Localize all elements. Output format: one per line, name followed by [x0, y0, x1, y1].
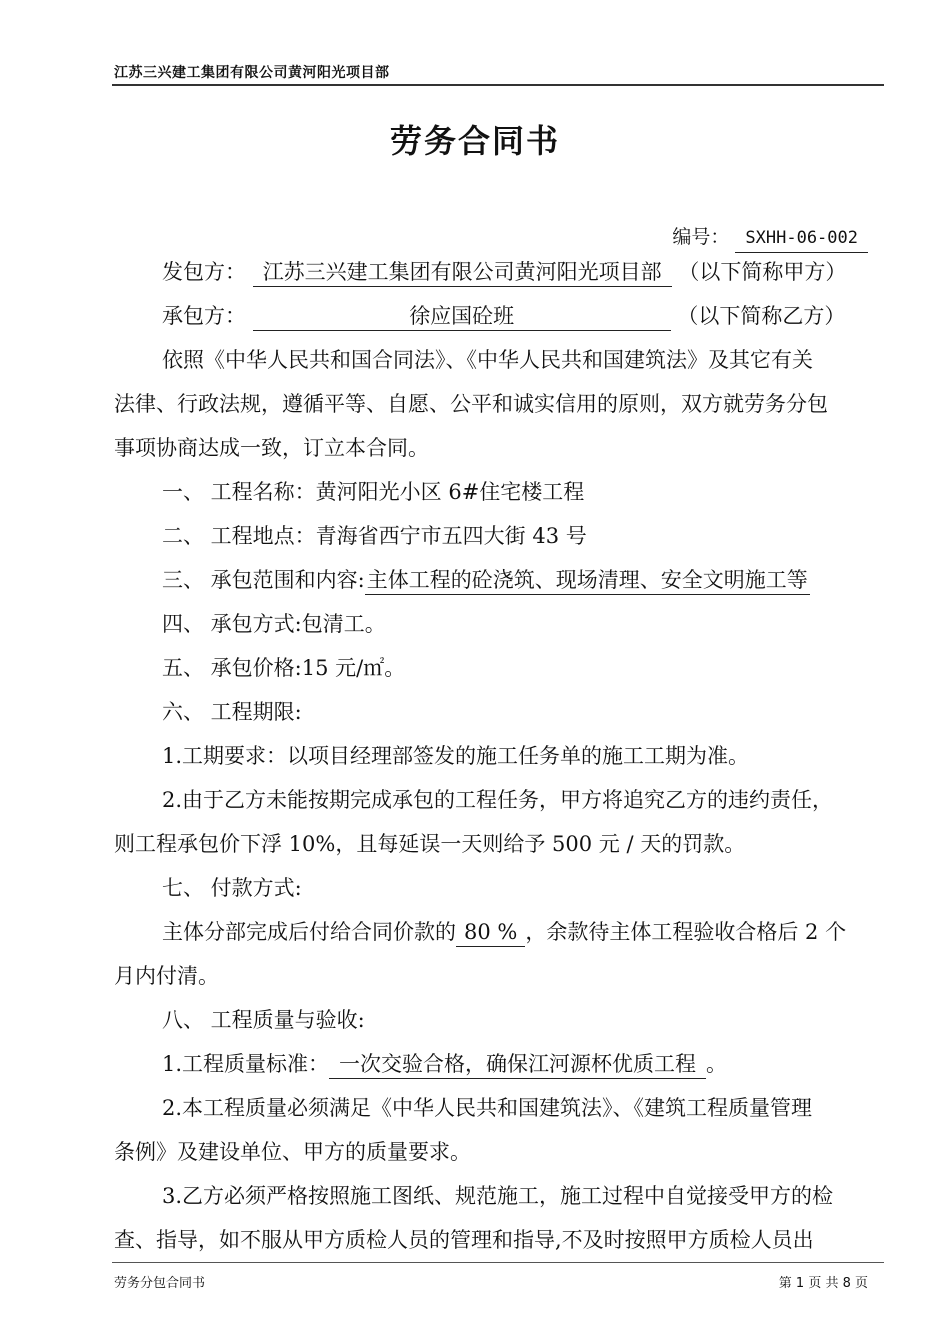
quality-1-value: 一次交验合格，确保江河源杯优质工程 [329, 1050, 706, 1079]
scope-value: 主体工程的砼浇筑、现场清理、安全文明施工等 [365, 566, 810, 595]
period-1: 1.工期要求：以项目经理部签发的施工任务单的施工工期为准。 [162, 744, 750, 768]
issuer-line [114, 250, 884, 294]
project-name: 一、 工程名称：黄河阳光小区 6#住宅楼工程 [162, 480, 585, 504]
issuer-name: 江苏三兴建工集团有限公司黄河阳光项目部 [253, 258, 672, 287]
payment-line-2: 月内付清。 [114, 964, 219, 988]
footer-divider [112, 1262, 884, 1263]
footer-title: 劳务分包合同书 [114, 1276, 206, 1291]
number-label: 编号： [672, 226, 730, 248]
contract-price: 五、 承包价格:15 元/㎡。 [162, 656, 406, 680]
payment-line [114, 910, 884, 954]
page-number: 第 1 页 共 8 页 [778, 1276, 868, 1291]
period-2b: 则工程承包价下浮 10%，且每延误一天则给予 500 元 / 天的罚款。 [114, 832, 746, 856]
issuer-label: 发包方： [162, 260, 246, 284]
payment-percent: 80 % [456, 918, 525, 947]
quality-1-label: 1.工程质量标准： [162, 1052, 330, 1076]
contractor-note: （以下简称乙方） [677, 304, 846, 328]
header-divider [112, 84, 884, 86]
header-company: 江苏三兴建工集团有限公司黄河阳光项目部 [114, 65, 390, 81]
payment-text-b: ，余款待主体工程验收合格后 2 个 [525, 920, 847, 944]
contractor-label: 承包方： [162, 304, 246, 328]
intro-line-1: 依照《中华人民共和国合同法》、《中华人民共和国建筑法》及其它有关 [162, 348, 813, 372]
payment-text-a: 主体分部完成后付给合同价款的 [162, 920, 456, 944]
period-2a: 2.由于乙方未能按期完成承包的工程任务，甲方将追究乙方的违约责任， [162, 788, 834, 812]
intro-line-2: 法律、行政法规，遵循平等、自愿、公平和诚实信用的原则，双方就劳务分包 [114, 392, 828, 416]
quality-1-end: 。 [706, 1052, 728, 1076]
scope-line [114, 558, 884, 602]
document-title: 劳务合同书 [389, 122, 560, 160]
issuer-note: （以下简称甲方） [678, 260, 847, 284]
payment-title: 七、 付款方式: [162, 876, 302, 900]
scope-label: 三、 承包范围和内容: [162, 568, 365, 592]
period-title: 六、 工程期限: [162, 700, 302, 724]
contract-method: 四、 承包方式:包清工。 [162, 612, 386, 636]
quality-2a: 2.本工程质量必须满足《中华人民共和国建筑法》、《建筑工程质量管理 [162, 1096, 813, 1120]
contractor-name: 徐应国砼班 [253, 302, 671, 331]
contractor-line [114, 294, 884, 338]
quality-3a: 3.乙方必须严格按照施工图纸、规范施工，施工过程中自觉接受甲方的检 [162, 1184, 834, 1208]
quality-title: 八、 工程质量与验收: [162, 1008, 365, 1032]
quality-3b: 查、指导，如不服从甲方质检人员的管理和指导,不及时按照甲方质检人员出 [114, 1228, 814, 1252]
project-location: 二、 工程地点：青海省西宁市五四大街 43 号 [162, 524, 587, 548]
intro-line-3: 事项协商达成一致，订立本合同。 [114, 436, 429, 460]
quality-2b: 条例》及建设单位、甲方的质量要求。 [114, 1140, 471, 1164]
contract-number [672, 222, 868, 253]
number-value: SXHH-06-002 [735, 224, 868, 253]
quality-1 [114, 1042, 884, 1086]
